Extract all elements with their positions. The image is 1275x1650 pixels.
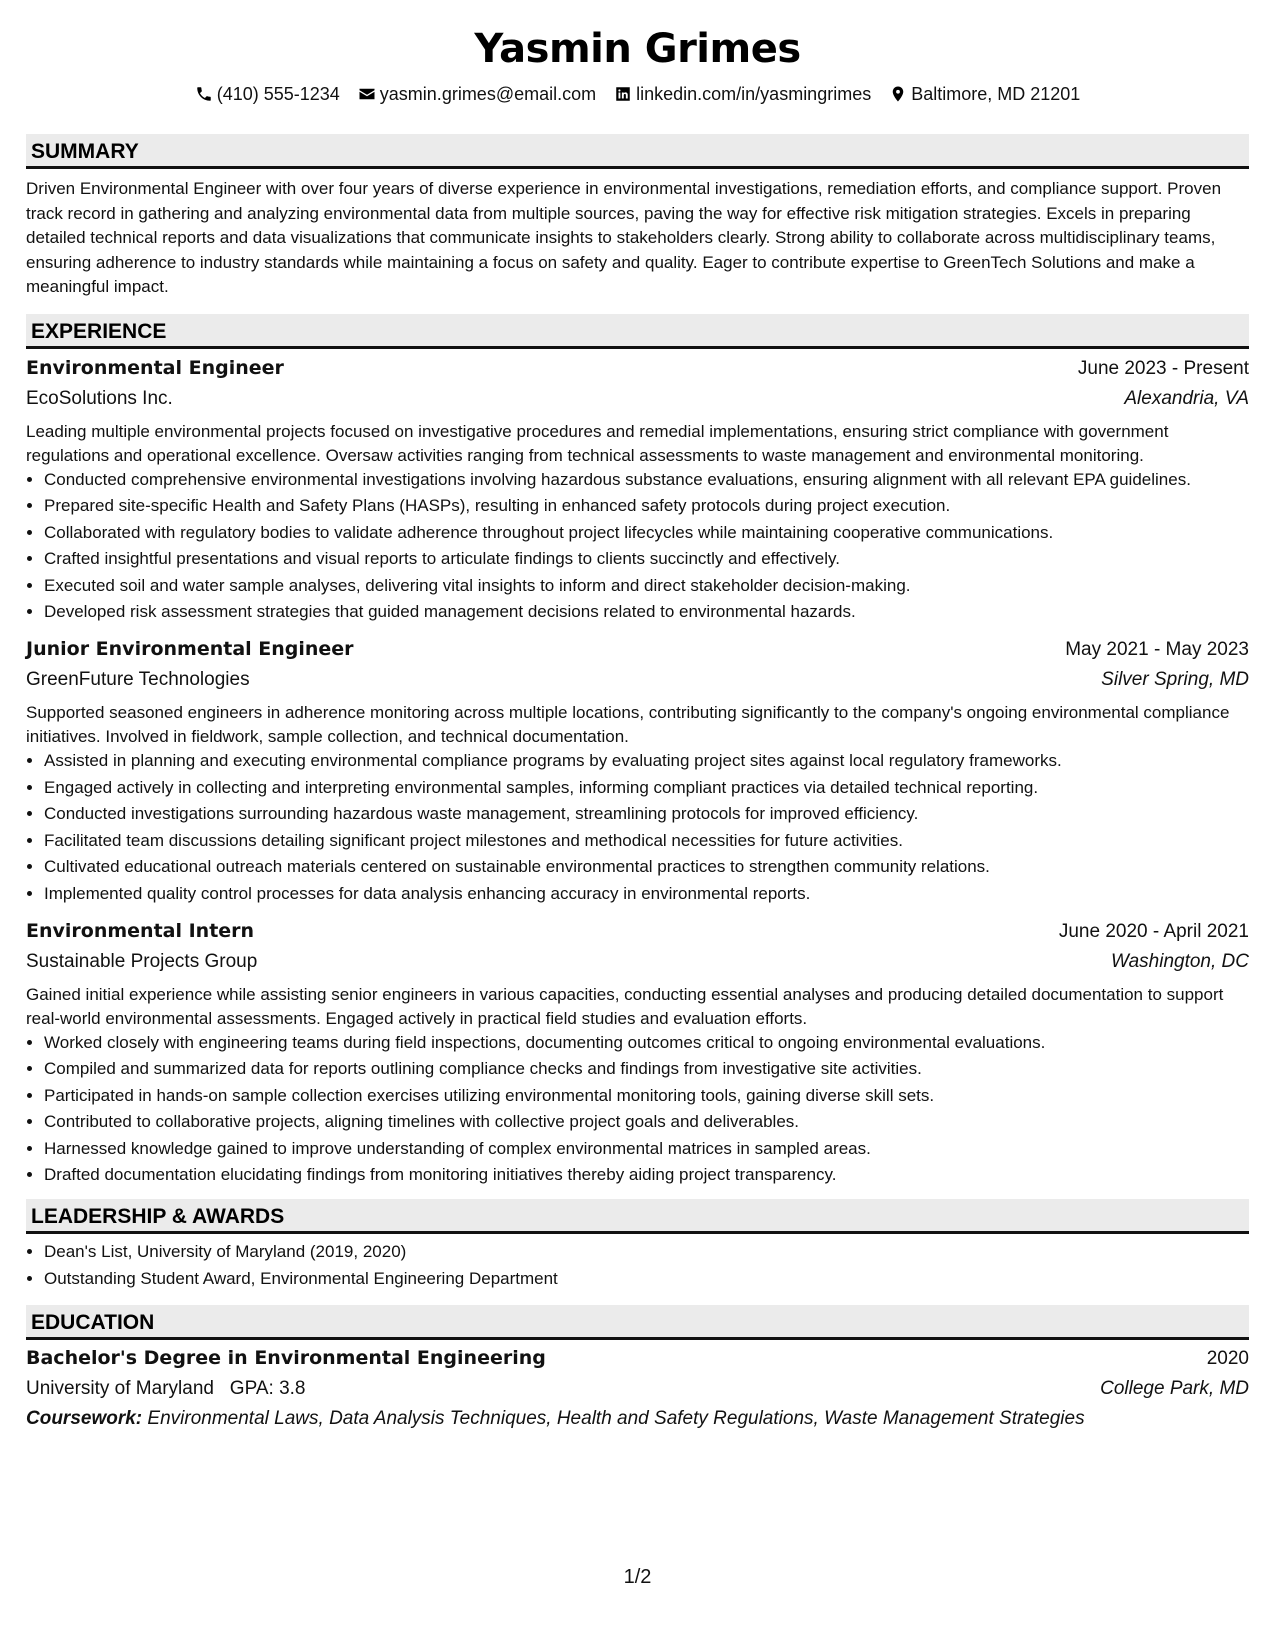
education-section <box>26 1305 1249 1434</box>
job-dates: June 2023 - Present <box>1077 357 1249 379</box>
job-title: Environmental Intern <box>26 919 255 942</box>
map-pin-icon <box>889 85 907 103</box>
candidate-name: Yasmin Grimes <box>474 26 801 72</box>
phone-text: (410) 555-1234 <box>216 84 340 104</box>
job-title: Environmental Engineer <box>26 356 284 379</box>
leadership-section <box>26 1199 1249 1291</box>
resume-page <box>26 0 1249 1434</box>
list-item: • Harnessed knowledge gained to improve understanding of complex environmental matrices in sampled areas. <box>44 1137 1249 1161</box>
summary-section <box>26 134 1249 300</box>
list-item: • Contributed to collaborative projects, aligning timelines with collective project goals and deliverables. <box>44 1110 1249 1134</box>
job-description: Leading multiple environmental projects focused on investigative procedures and remedial implementations, ensuring strict compliance with government regulations and operational excellence. Oversaw activities ranging from technical assessments to waste management and environmental monitoring. <box>26 421 1169 465</box>
job-company: GreenFuture Technologies <box>26 669 250 690</box>
linkedin-icon <box>614 85 632 103</box>
list-item: • Conducted investigations surrounding hazardous waste management, streamlining protocols for improved efficiency. <box>44 802 1249 826</box>
list-item: • Executed soil and water sample analyses, delivering vital insights to inform and direct stakeholder decision-making. <box>44 574 1249 598</box>
school-name: University of Maryland <box>26 1377 214 1399</box>
section-heading: EDUCATION <box>26 1305 1249 1340</box>
list-item: • Developed risk assessment strategies that guided management decisions related to environmental hazards. <box>44 600 1249 624</box>
graduation-year: 2020 <box>1206 1347 1249 1369</box>
job-location: Alexandria, VA <box>1124 387 1249 409</box>
awards-list <box>26 1240 1249 1291</box>
job-dates: June 2020 - April 2021 <box>1058 920 1249 942</box>
experience-section <box>26 314 1249 1188</box>
list-item: • Drafted documentation elucidating findings from monitoring initiatives thereby aiding project transparency. <box>44 1163 1249 1187</box>
job-description: Supported seasoned engineers in adherence monitoring across multiple locations, contributing significantly to the company's ongoing environmental compliance initiatives. Involved in fieldwork, sample collection, and technical documentation. <box>26 703 1230 746</box>
contact-location <box>889 82 1080 106</box>
list-item: • Worked closely with engineering teams during field inspections, documenting outcomes critical to ongoing environmental evaluations. <box>44 1031 1249 1055</box>
envelope-icon <box>358 85 376 103</box>
job-company: EcoSolutions Inc. <box>26 387 173 409</box>
list-item: • Cultivated educational outreach materials centered on sustainable environmental practices to strengthen community relations. <box>44 855 1249 879</box>
phone-icon <box>195 85 213 103</box>
contact-linkedin[interactable] <box>614 82 871 106</box>
list-item: • Compiled and summarized data for reports outlining compliance checks and findings from investigative site activities. <box>44 1057 1249 1081</box>
degree-title: Bachelor's Degree in Environmental Engineering <box>26 1346 546 1369</box>
page-number: 1/2 <box>623 1566 652 1588</box>
job-entry <box>26 353 1249 625</box>
school-location: College Park, MD <box>1100 1377 1249 1399</box>
coursework-label: Coursework: <box>26 1407 143 1429</box>
location-text: Baltimore, MD 21201 <box>911 84 1081 104</box>
job-entry <box>26 634 1249 906</box>
list-item: • Conducted comprehensive environmental investigations involving hazardous substance evaluations, ensuring alignment with all relevant EPA guidelines. <box>44 468 1249 492</box>
job-description: Gained initial experience while assisting senior engineers in various capacities, conducting essential analyses and producing detailed documentation to support real-world environmental assessments. Engaged actively in practical field studies and evaluation efforts. <box>26 984 1224 1028</box>
gpa: GPA: 3.8 <box>229 1377 306 1399</box>
coursework-list: Environmental Laws, Data Analysis Techniques, Health and Safety Regulations, Waste Management Strategies <box>147 1407 1085 1429</box>
list-item: • Prepared site-specific Health and Safety Plans (HASPs), resulting in enhanced safety protocols during project execution. <box>44 494 1249 518</box>
school-info <box>26 1374 305 1404</box>
section-heading: SUMMARY <box>26 134 1249 169</box>
contact-email[interactable] <box>358 82 596 106</box>
list-item: • Facilitated team discussions detailing significant project milestones and methodical necessities for future activities. <box>44 829 1249 853</box>
contact-bar <box>26 82 1249 106</box>
list-item: • Dean's List, University of Maryland (2019, 2020) <box>44 1240 1249 1264</box>
list-item: • Crafted insightful presentations and visual reports to articulate findings to clients succinctly and effectively. <box>44 547 1249 571</box>
job-entry <box>26 916 1249 1188</box>
job-location: Silver Spring, MD <box>1101 669 1249 690</box>
job-dates: May 2021 - May 2023 <box>1065 639 1249 660</box>
summary-text: Driven Environmental Engineer with over four years of diverse experience in environmental investigations, remediation efforts, and compliance support. Proven track record in gathering and analyzing environmental data from multiple sources, paving the way for effective risk mitigation strategies. Excels in preparing detailed technical reports and data visualizations that communicate insights to stakeholders clearly. Strong ability to collaborate across multidisciplinary teams, ensuring adherence to industry standards while maintaining a focus on safety and quality. Eager to contribute expertise to GreenTech Solutions and make a meaningful impact. <box>26 179 1222 296</box>
job-bullets <box>26 468 1249 625</box>
list-item: • Participated in hands-on sample collection exercises utilizing environmental monitoring tools, gaining diverse skill sets. <box>44 1084 1249 1108</box>
list-item: • Outstanding Student Award, Environmental Engineering Department <box>44 1267 1249 1291</box>
job-title: Junior Environmental Engineer <box>26 638 354 660</box>
section-heading: EXPERIENCE <box>26 314 1249 349</box>
job-bullets <box>26 749 1249 906</box>
contact-phone[interactable] <box>195 82 340 106</box>
job-bullets <box>26 1031 1249 1188</box>
list-item: • Assisted in planning and executing environmental compliance programs by evaluating project sites against local regulatory frameworks. <box>44 749 1249 773</box>
job-company: Sustainable Projects Group <box>26 950 258 972</box>
job-location: Washington, DC <box>1111 950 1249 972</box>
section-heading: LEADERSHIP & AWARDS <box>26 1199 1249 1234</box>
list-item: • Collaborated with regulatory bodies to validate adherence throughout project lifecycles while maintaining cooperative communications. <box>44 521 1249 545</box>
linkedin-text: linkedin.com/in/yasmingrimes <box>636 84 872 104</box>
list-item: • Implemented quality control processes for data analysis enhancing accuracy in environmental reports. <box>44 882 1249 906</box>
email-text: yasmin.grimes@email.com <box>379 84 597 104</box>
list-item: • Engaged actively in collecting and interpreting environmental samples, informing compliant practices via detailed technical reporting. <box>44 776 1249 800</box>
coursework <box>26 1404 1249 1434</box>
